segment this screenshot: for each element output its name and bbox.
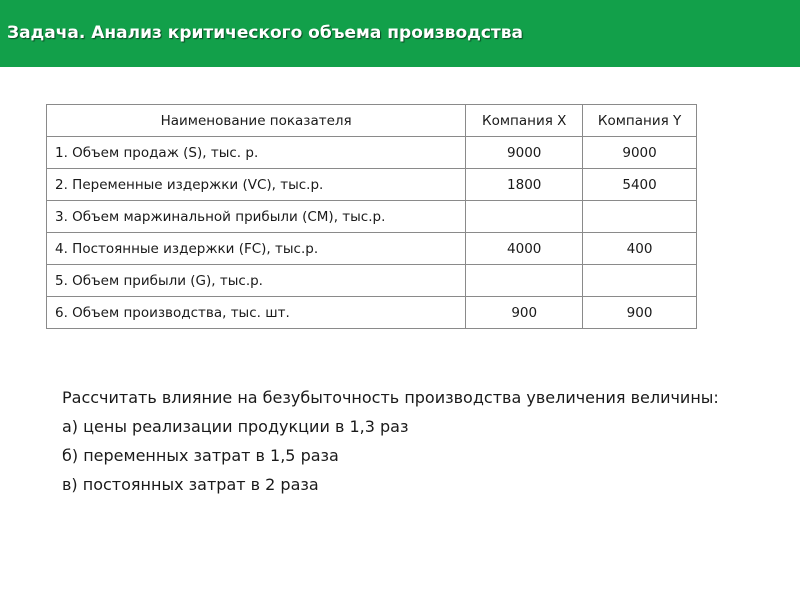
- table-header-row: [47, 105, 697, 137]
- indicators-table: [46, 104, 697, 329]
- company-x-value: 900: [466, 297, 583, 329]
- company-y-value: 400: [583, 233, 697, 265]
- slide-title: Задача. Анализ критического объема производства: [7, 23, 524, 43]
- table-row: [47, 233, 697, 265]
- column-header-company-y: Компания Y: [583, 105, 697, 137]
- task-item-a: а) цены реализации продукции в 1,3 раз: [62, 417, 409, 436]
- indicator-name: 4. Постоянные издержки (FC), тыс.р.: [47, 233, 466, 265]
- slide-header: [0, 0, 800, 67]
- company-x-value: 9000: [466, 137, 583, 169]
- table-row: [47, 297, 697, 329]
- indicator-name: 1. Объем продаж (S), тыс. р.: [47, 137, 466, 169]
- task-text: [62, 386, 742, 502]
- task-intro: Рассчитать влияние на безубыточность производства увеличения величины:: [62, 388, 719, 407]
- company-y-value: [583, 265, 697, 297]
- table-row: [47, 137, 697, 169]
- task-item-b: б) переменных затрат в 1,5 раза: [62, 446, 339, 465]
- task-item-c: в) постоянных затрат в 2 раза: [62, 475, 319, 494]
- indicator-name: 3. Объем маржинальной прибыли (CM), тыс.р.: [47, 201, 466, 233]
- company-y-value: 5400: [583, 169, 697, 201]
- company-y-value: 900: [583, 297, 697, 329]
- company-x-value: [466, 265, 583, 297]
- indicator-name: 5. Объем прибыли (G), тыс.р.: [47, 265, 466, 297]
- company-x-value: 1800: [466, 169, 583, 201]
- column-header-company-x: Компания X: [466, 105, 583, 137]
- indicator-name: 2. Переменные издержки (VC), тыс.р.: [47, 169, 466, 201]
- company-x-value: [466, 201, 583, 233]
- company-y-value: [583, 201, 697, 233]
- table-row: [47, 169, 697, 201]
- column-header-indicator: Наименование показателя: [47, 105, 466, 137]
- company-y-value: 9000: [583, 137, 697, 169]
- table-row: [47, 265, 697, 297]
- table-row: [47, 201, 697, 233]
- company-x-value: 4000: [466, 233, 583, 265]
- indicator-name: 6. Объем производства, тыс. шт.: [47, 297, 466, 329]
